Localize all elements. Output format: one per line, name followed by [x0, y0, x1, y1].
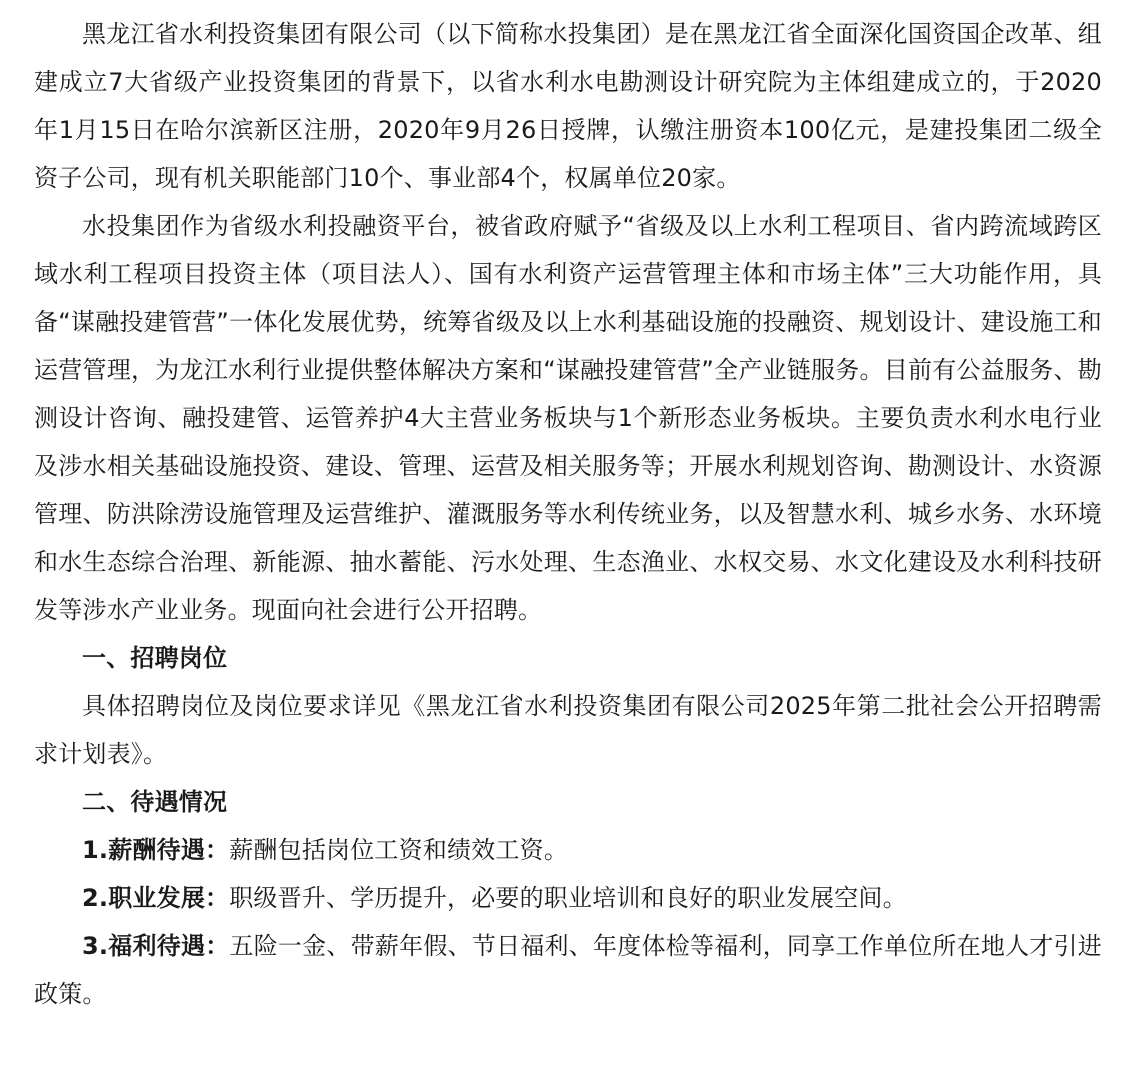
- benefit-item-lead: 2.职业发展：: [82, 884, 230, 912]
- benefit-item-salary: [34, 826, 1102, 874]
- benefit-item-text: 五险一金、带薪年假、节日福利、年度体检等福利，同享工作单位所在地人才引进政策。: [34, 932, 1102, 1008]
- benefit-item-career: [34, 874, 1102, 922]
- benefit-item-lead: 1.薪酬待遇：: [82, 836, 230, 864]
- positions-paragraph: 具体招聘岗位及岗位要求详见《黑龙江省水利投资集团有限公司2025年第二批社会公开招聘需求计划表》。: [34, 692, 1102, 768]
- section-heading-benefits: 二、待遇情况: [82, 788, 228, 816]
- intro-paragraph-company: 黑龙江省水利投资集团有限公司（以下简称水投集团）是在黑龙江省全面深化国资国企改革、组建成立7大省级产业投资集团的背景下，以省水利水电勘测设计研究院为主体组建成立的，于2020年1月15日在哈尔滨新区注册，2020年9月26日授牌，认缴注册资本100亿元，是建投集团二级全资子公司，现有机关职能部门10个、事业部4个，权属单位20家。: [34, 20, 1102, 192]
- benefit-item-welfare: [34, 922, 1102, 1018]
- benefit-item-lead: 3.福利待遇：: [82, 932, 230, 960]
- section-heading-positions: 一、招聘岗位: [82, 644, 228, 672]
- benefit-item-text: 薪酬包括岗位工资和绩效工资。: [229, 836, 569, 864]
- benefit-item-text: 职级晋升、学历提升，必要的职业培训和良好的职业发展空间。: [229, 884, 907, 912]
- intro-paragraph-business: 水投集团作为省级水利投融资平台，被省政府赋予“省级及以上水利工程项目、省内跨流域跨区域水利工程项目投资主体（项目法人）、国有水利资产运营管理主体和市场主体”三大功能作用，具备“谋融投建管营”一体化发展优势，统筹省级及以上水利基础设施的投融资、规划设计、建设施工和运营管理，为龙江水利行业提供整体解决方案和“谋融投建管营”全产业链服务。目前有公益服务、勘测设计咨询、融投建管、运管养护4大主营业务板块与1个新形态业务板块。主要负责水利水电行业及涉水相关基础设施投资、建设、管理、运营及相关服务等；开展水利规划咨询、勘测设计、水资源管理、防洪除涝设施管理及运营维护、灌溉服务等水利传统业务，以及智慧水利、城乡水务、水环境和水生态综合治理、新能源、抽水蓄能、污水处理、生态渔业、水权交易、水文化建设及水利科技研发等涉水产业业务。现面向社会进行公开招聘。: [34, 212, 1102, 624]
